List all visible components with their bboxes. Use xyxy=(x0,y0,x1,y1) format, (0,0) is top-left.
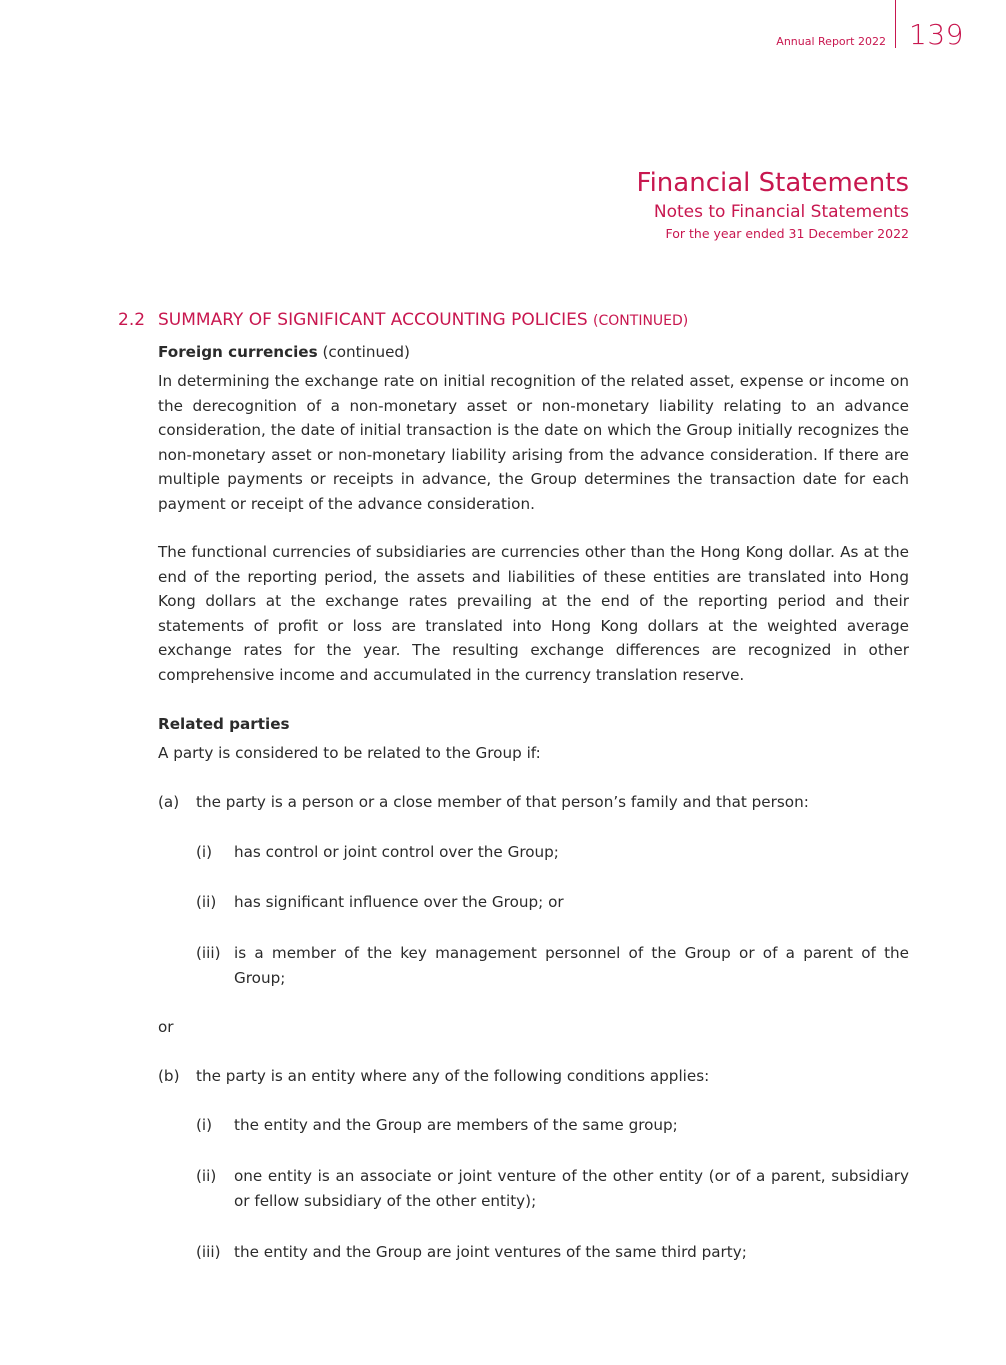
title-block xyxy=(637,166,909,244)
list-label: (iii) xyxy=(196,944,221,962)
list-text: the party is an entity where any of the following conditions applies: xyxy=(196,1067,710,1085)
list-item-b xyxy=(158,1064,909,1089)
reporting-period: For the year ended 31 December 2022 xyxy=(665,226,909,241)
foreign-currencies-subheading xyxy=(158,340,909,365)
list-text: has significant influence over the Group; or xyxy=(234,893,564,911)
list-text: the party is a person or a close member of that person’s family and that person: xyxy=(196,793,809,811)
list-label: (ii) xyxy=(196,893,217,911)
list-label: (b) xyxy=(158,1067,180,1085)
list-item-b-ii xyxy=(196,1164,909,1214)
page-subtitle: Notes to Financial Statements xyxy=(653,202,909,222)
page-number: 139 xyxy=(909,18,964,51)
section-heading xyxy=(118,310,688,330)
list-item-a-i xyxy=(196,840,909,865)
related-parties-intro: A party is considered to be related to the Group if: xyxy=(158,744,541,762)
or-connector: or xyxy=(158,1018,174,1036)
list-item-b-iii xyxy=(196,1240,909,1265)
list-label: (iii) xyxy=(196,1243,221,1261)
list-text: is a member of the key management personnel of the Group or of a parent of the Group; xyxy=(234,944,909,987)
page-title: Financial Statements xyxy=(636,168,909,198)
report-label: Annual Report 2022 xyxy=(776,35,886,48)
section-title: SUMMARY OF SIGNIFICANT ACCOUNTING POLICIES xyxy=(158,310,588,330)
subheading-text: Foreign currencies xyxy=(158,343,318,361)
list-item-a-iii xyxy=(196,941,909,991)
list-label: (i) xyxy=(196,843,213,861)
list-item-a xyxy=(158,790,909,815)
list-item-b-i xyxy=(196,1113,909,1138)
related-parties-subheading: Related parties xyxy=(158,715,290,733)
list-text: the entity and the Group are joint ventures of the same third party; xyxy=(234,1243,747,1261)
list-text: has control or joint control over the Group; xyxy=(234,843,559,861)
header-divider xyxy=(895,0,896,48)
list-text: the entity and the Group are members of the same group; xyxy=(234,1116,678,1134)
list-label: (i) xyxy=(196,1116,213,1134)
subheading-continued: (continued) xyxy=(322,343,410,361)
list-label: (ii) xyxy=(196,1167,217,1185)
section-continued: (CONTINUED) xyxy=(593,313,689,329)
section-number: 2.2 xyxy=(118,310,146,330)
foreign-currencies-paragraph-2: The functional currencies of subsidiaries are currencies other than the Hong Kong dollar. As at the end of the reporting period, the assets and liabilities of these entities are translated into Hong Kong dollars at the exchange rates prevailing at the end of the reporting period and their statements of profit or loss are translated into Hong Kong dollars at the weighted average exchange rates for the year. The resulting exchange differences are recognized in other comprehensive income and accumulated in the currency translation reserve. xyxy=(158,543,909,684)
list-label: (a) xyxy=(158,793,180,811)
list-text: one entity is an associate or joint venture of the other entity (or of a parent, subsidiary or fellow subsidiary of the other entity); xyxy=(234,1167,909,1210)
foreign-currencies-paragraph-1: In determining the exchange rate on initial recognition of the related asset, expense or income on the derecognition of a non-monetary asset or non-monetary liability relating to an advance consideration, the date of initial transaction is the date on which the Group initially recognizes the non-monetary asset or non-monetary liability arising from the advance consideration. If there are multiple payments or receipts in advance, the Group determines the transaction date for each payment or receipt of the advance consideration. xyxy=(158,372,909,513)
list-item-a-ii xyxy=(196,890,909,915)
